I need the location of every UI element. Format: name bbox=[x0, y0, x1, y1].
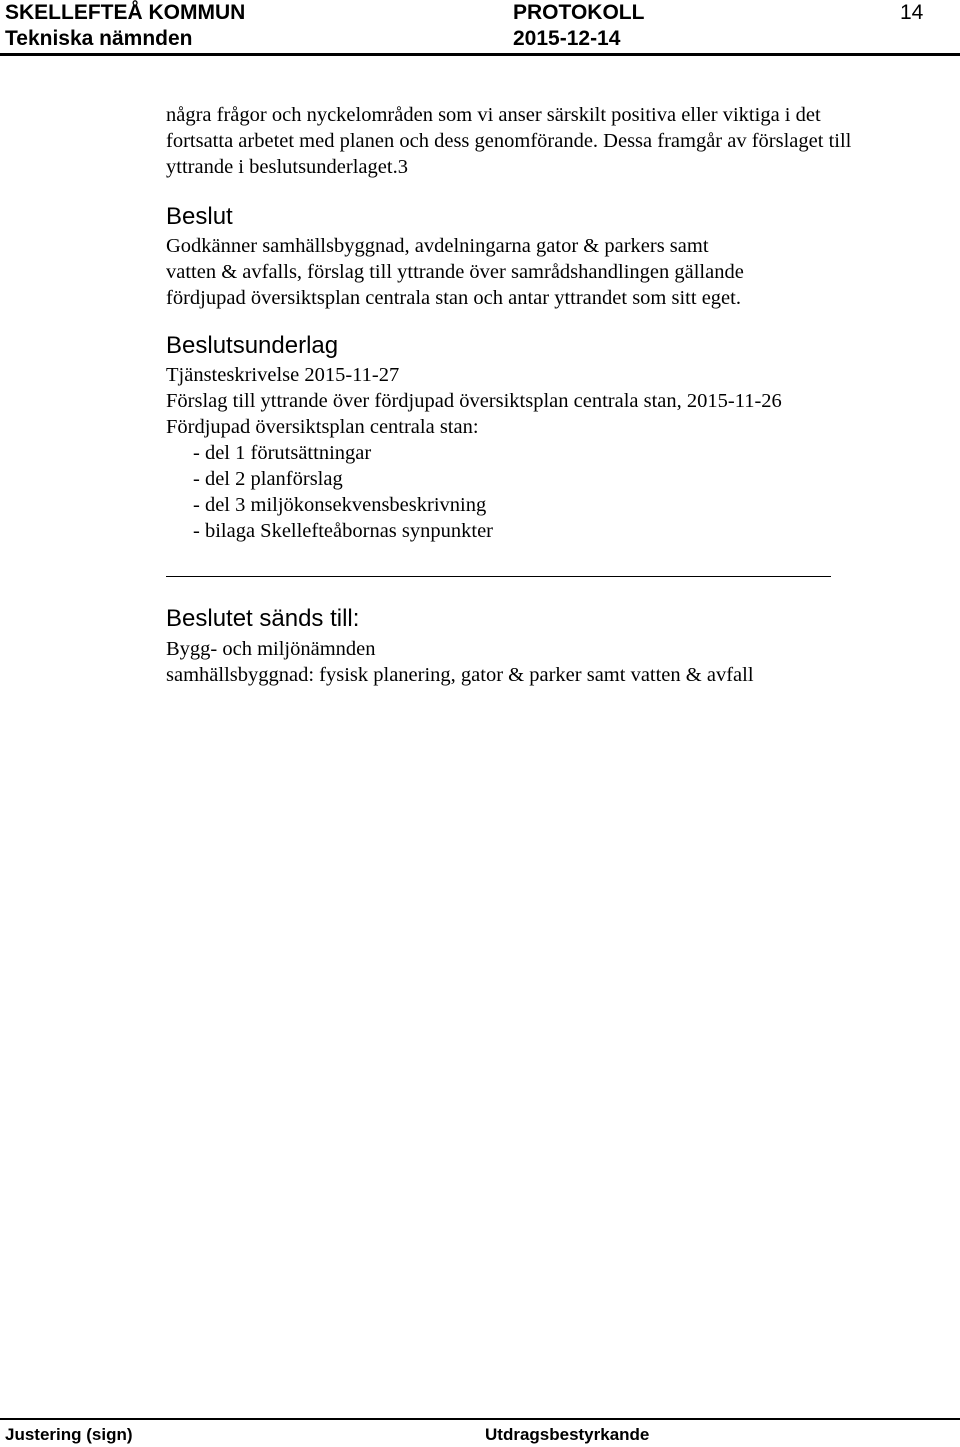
page-number: 14 bbox=[900, 1, 924, 24]
list-item: Fördjupad översiktsplan centrala stan: bbox=[166, 416, 479, 438]
beslutsunderlag-list bbox=[166, 362, 946, 544]
meeting-date: 2015-12-14 bbox=[513, 27, 621, 50]
sands-till-heading: Beslutet sänds till: bbox=[166, 605, 360, 632]
intro-paragraph bbox=[166, 102, 946, 180]
board-name: Tekniska nämnden bbox=[5, 27, 193, 50]
intro-line: fortsatta arbetet med planen och dess genomförande. Dessa framgår av förslaget till bbox=[166, 130, 852, 152]
sub-list-item: - del 3 miljökonsekvensbeskrivning bbox=[193, 494, 487, 516]
sub-list-item: - del 1 förutsättningar bbox=[193, 442, 372, 464]
page-footer bbox=[0, 1418, 960, 1447]
document-type: PROTOKOLL bbox=[513, 1, 645, 24]
intro-line: yttrande i beslutsunderlaget.3 bbox=[166, 156, 408, 178]
intro-line: några frågor och nyckelområden som vi anser särskilt positiva eller viktiga i det bbox=[166, 104, 821, 126]
beslut-paragraph bbox=[166, 233, 946, 311]
sub-list-item: - bilaga Skellefteåbornas synpunkter bbox=[193, 520, 494, 542]
beslutsunderlag-heading: Beslutsunderlag bbox=[166, 332, 339, 359]
recipient-item: samhällsbyggnad: fysisk planering, gator & parker samt vatten & avfall bbox=[166, 664, 754, 686]
sub-list-item: - del 2 planförslag bbox=[193, 468, 343, 490]
recipients-list bbox=[166, 636, 946, 688]
utdragsbestyrkande-label: Utdragsbestyrkande bbox=[485, 1425, 650, 1444]
page-header bbox=[0, 0, 960, 56]
justering-label: Justering (sign) bbox=[5, 1425, 133, 1444]
document-body bbox=[166, 102, 946, 688]
beslut-line: Godkänner samhällsbyggnad, avdelningarna gator & parkers samt bbox=[166, 235, 709, 257]
organization-name: SKELLEFTEÅ KOMMUN bbox=[5, 1, 246, 24]
beslut-line: vatten & avfalls, förslag till yttrande över samrådshandlingen gällande bbox=[166, 261, 744, 283]
recipient-item: Bygg- och miljönämnden bbox=[166, 638, 376, 660]
section-divider bbox=[166, 576, 831, 577]
list-item: Tjänsteskrivelse 2015-11-27 bbox=[166, 364, 400, 386]
beslut-heading: Beslut bbox=[166, 203, 233, 230]
beslut-line: fördjupad översiktsplan centrala stan och antar yttrandet som sitt eget. bbox=[166, 287, 741, 309]
list-item: Förslag till yttrande över fördjupad översiktsplan centrala stan, 2015-11-26 bbox=[166, 390, 782, 412]
